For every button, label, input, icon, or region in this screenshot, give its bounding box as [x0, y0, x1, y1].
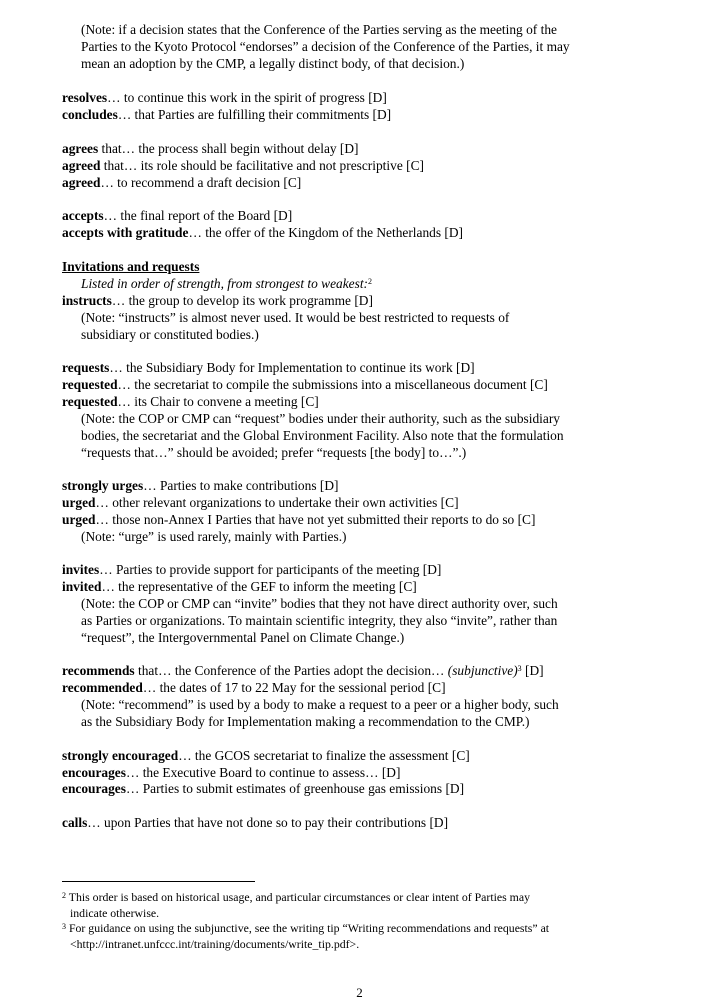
note-recommend-line-1: (Note: “recommend” is used by a body to make a request to a peer or a higher body, such [81, 697, 559, 712]
section-heading: Invitations and requests [62, 259, 200, 274]
entry-agreed-1: agreed that… its role should be facilitative and not prescriptive [C] [62, 158, 424, 173]
entry-invites: invites… Parties to provide support for participants of the meeting [D] [62, 562, 442, 577]
note-instructs-line-1: (Note: “instructs” is almost never used. It would be best restricted to requests of [81, 310, 510, 325]
entry-encourages-2: encourages… Parties to submit estimates of greenhouse gas emissions [D] [62, 781, 465, 796]
entry-encourages-1: encourages… the Executive Board to continue to assess… [D] [62, 765, 401, 780]
page-number: 2 [356, 985, 363, 1000]
order-note: Listed in order of strength, from strongest to weakest:$^2$ [81, 276, 373, 291]
footnote-3-line-2: <http://intranet.unfccc.int/training/documents/write_tip.pdf>. [70, 937, 360, 951]
note-instructs-line-2: subsidiary or constituted bodies.) [81, 327, 259, 342]
footnote-separator [62, 881, 255, 882]
note-kyoto-line-1: (Note: if a decision states that the Conference of the Parties serving as the meeting of the [81, 22, 557, 37]
footnote-3-line-1: $^3$ For guidance on using the subjunctive, see the writing tip “Writing recommendations and requests” at [62, 921, 550, 935]
entry-urged-1: urged… other relevant organizations to undertake their own activities [C] [62, 495, 459, 510]
footnote-2-line-2: indicate otherwise. [70, 906, 160, 920]
entry-requests: requests… the Subsidiary Body for Implementation to continue its work [D] [62, 360, 475, 375]
note-urge: (Note: “urge” is used rarely, mainly with Parties.) [81, 529, 347, 544]
entry-urged-2: urged… those non-Annex I Parties that have not yet submitted their reports to do so [C] [62, 512, 536, 527]
note-kyoto-line-3: mean an adoption by the CMP, a legally distinct body, of that decision.) [81, 56, 465, 71]
note-kyoto-line-2: Parties to the Kyoto Protocol “endorses” a decision of the Conference of the Parties, it may [81, 39, 570, 54]
entry-invited: invited… the representative of the GEF to inform the meeting [C] [62, 579, 417, 594]
note-request-line-3: “requests that…” should be avoided; prefer “requests [the body] to…”.) [81, 445, 467, 460]
entry-instructs: instructs… the group to develop its work programme [D] [62, 293, 373, 308]
entry-accepts: accepts… the final report of the Board [D] [62, 208, 293, 223]
note-invite-line-1: (Note: the COP or CMP can “invite” bodies that they not have direct authority over, such [81, 596, 558, 611]
entry-concludes: concludes… that Parties are fulfilling their commitments [D] [62, 107, 392, 122]
note-request-line-2: bodies, the secretariat and the Global Environment Facility. Also note that the formulation [81, 428, 564, 443]
footnote-ref-2: 2 [368, 277, 373, 286]
note-invite-line-2: as Parties or organizations. To maintain scientific integrity, they also “invite”, rather than [81, 613, 558, 628]
entry-strongly-urges: strongly urges… Parties to make contributions [D] [62, 478, 339, 493]
note-invite-line-3: “request”, the Intergovernmental Panel on Climate Change.) [81, 630, 405, 645]
entry-strongly-encouraged: strongly encouraged… the GCOS secretariat to finalize the assessment [C] [62, 748, 470, 763]
entry-agreed-2: agreed… to recommend a draft decision [C] [62, 175, 302, 190]
entry-resolves: resolves… to continue this work in the spirit of progress [D] [62, 90, 387, 105]
entry-requested-2: requested… its Chair to convene a meeting [C] [62, 394, 319, 409]
entry-agrees: agrees that… the process shall begin without delay [D] [62, 141, 359, 156]
entry-recommends: recommends that… the Conference of the Parties adopt the decision… (subjunctive)$^3$ [D] [62, 663, 544, 678]
footnote-2-line-1: $^2$ This order is based on historical usage, and particular circumstances or clear intent of Parties may [62, 890, 530, 904]
entry-calls: calls… upon Parties that have not done so to pay their contributions [D] [62, 815, 449, 830]
entry-requested-1: requested… the secretariat to compile the submissions into a miscellaneous document [C] [62, 377, 548, 392]
note-recommend-line-2: as the Subsidiary Body for Implementation making a recommendation to the CMP.) [81, 714, 530, 729]
footnote-ref-3: 3 [517, 664, 522, 673]
note-request-line-1: (Note: the COP or CMP can “request” bodies under their authority, such as the subsidiary [81, 411, 560, 426]
entry-recommended: recommended… the dates of 17 to 22 May for the sessional period [C] [62, 680, 446, 695]
entry-accepts-with-gratitude: accepts with gratitude… the offer of the Kingdom of the Netherlands [D] [62, 225, 464, 240]
